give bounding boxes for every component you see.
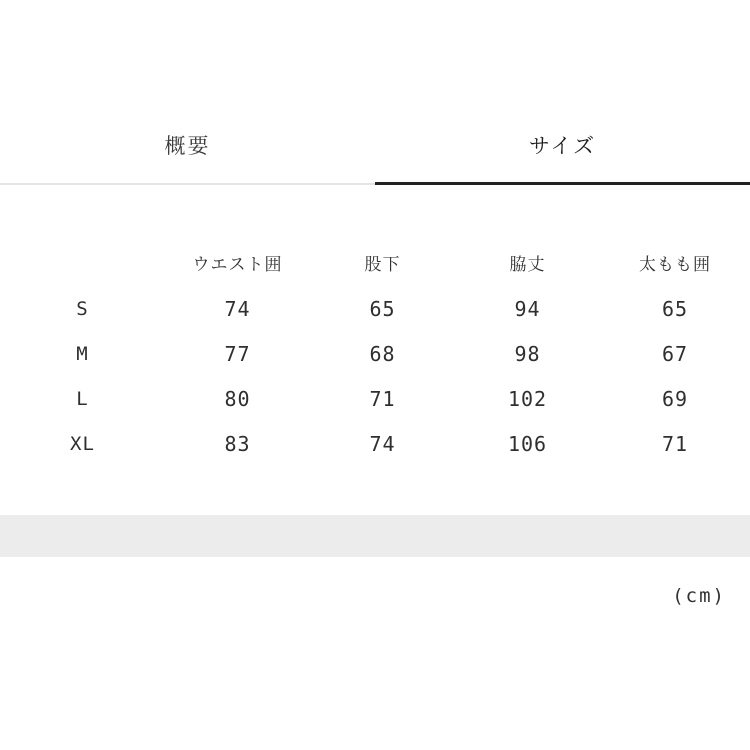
- cell-xl-sidelength: 106: [507, 431, 548, 456]
- table-header-row: [0, 238, 750, 286]
- cell-l-sidelength: 102: [507, 386, 548, 411]
- cell-s-waist: 74: [224, 296, 251, 321]
- row-label-s: S: [76, 297, 89, 320]
- row-label-l: L: [76, 387, 89, 410]
- cell-m-thigh: 67: [661, 341, 689, 366]
- size-table: [0, 238, 750, 466]
- tab-overview[interactable]: 概要: [0, 130, 375, 185]
- column-header-thigh: 太もも囲: [639, 254, 711, 275]
- cell-s-inseam: 65: [369, 296, 396, 321]
- cell-l-thigh: 69: [661, 386, 689, 411]
- cell-m-waist: 77: [224, 341, 251, 366]
- column-header-waist: ウエスト囲: [192, 254, 283, 275]
- column-header-inseam: 股下: [364, 254, 401, 275]
- tab-bar: [0, 130, 750, 185]
- table-corner-header: [0, 238, 165, 286]
- cell-xl-thigh: 71: [661, 431, 689, 456]
- cell-xl-waist: 83: [224, 431, 251, 456]
- table-row: [0, 286, 750, 331]
- table-row: [0, 331, 750, 376]
- row-label-xl: XL: [70, 432, 95, 455]
- row-label-m: M: [76, 342, 89, 365]
- cell-l-inseam: 71: [369, 386, 396, 411]
- column-header-sidelength: 脇丈: [509, 254, 546, 275]
- cell-xl-inseam: 74: [369, 431, 396, 456]
- cell-s-sidelength: 94: [514, 296, 541, 321]
- tab-size[interactable]: サイズ: [375, 130, 750, 185]
- cell-m-inseam: 68: [369, 341, 396, 366]
- divider-band: [0, 515, 750, 557]
- cell-s-thigh: 65: [661, 296, 689, 321]
- cell-m-sidelength: 98: [514, 341, 541, 366]
- table-row: [0, 421, 750, 466]
- cell-l-waist: 80: [224, 386, 251, 411]
- table-row: [0, 376, 750, 421]
- unit-note: (cm): [672, 585, 726, 607]
